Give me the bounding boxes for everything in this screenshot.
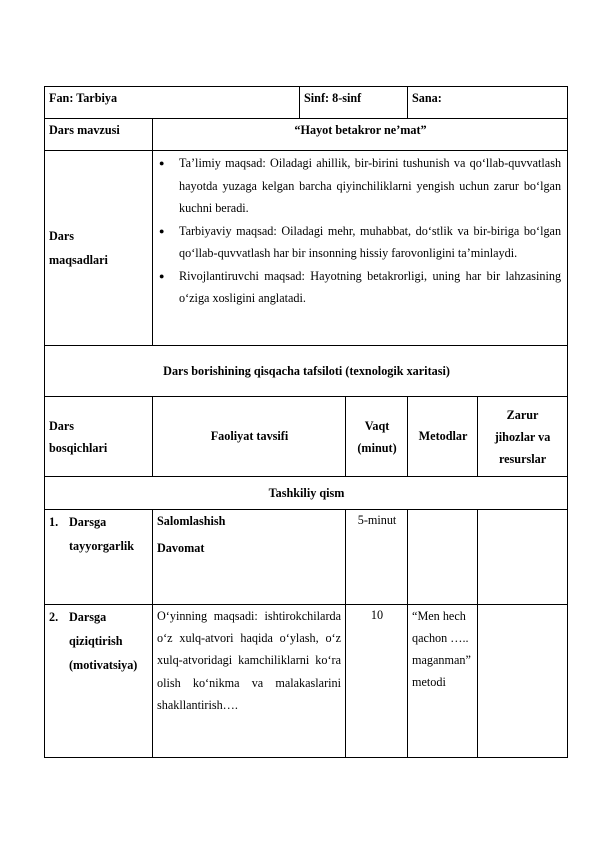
stage-line bbox=[49, 510, 149, 534]
bullet-icon: ● bbox=[159, 158, 165, 168]
stage-name bbox=[45, 510, 153, 605]
stage-methods bbox=[408, 605, 478, 758]
flow-title: Dars borishining qisqacha tafsiloti (texnologik xaritasi) bbox=[45, 346, 568, 397]
topic-label: Dars mavzusi bbox=[45, 119, 153, 151]
goal-item bbox=[157, 220, 561, 265]
stage-number: 1. bbox=[49, 515, 59, 529]
goals-label-line2: maqsadlari bbox=[49, 253, 108, 267]
section-title: Tashkiliy qism bbox=[45, 477, 568, 510]
section-row bbox=[45, 477, 568, 510]
stage-equipment bbox=[478, 510, 568, 605]
stage-name-line2: qiziqtirish bbox=[69, 634, 123, 648]
col-stages-line1: Dars bbox=[49, 418, 75, 433]
stage-number: 2. bbox=[49, 610, 59, 624]
stage-time: 5-minut bbox=[346, 510, 408, 605]
col-equipment-line3: resurslar bbox=[498, 451, 547, 466]
col-stages-line2: bosqichlari bbox=[49, 440, 108, 455]
goals-cell bbox=[153, 151, 568, 346]
header-row bbox=[45, 87, 568, 119]
lesson-plan-table bbox=[44, 86, 568, 758]
grade-cell: Sinf: 8-sinf bbox=[300, 87, 408, 119]
stage-name-line3: (motivatsiya) bbox=[69, 658, 138, 672]
stage-activity-line1: Salomlashish bbox=[157, 514, 226, 528]
date-cell: Sana: bbox=[408, 87, 568, 119]
col-equipment-line1: Zarur bbox=[506, 407, 539, 422]
stage-methods-line1: “Men hech bbox=[412, 609, 466, 623]
goals-label bbox=[45, 151, 153, 346]
bullet-icon: ● bbox=[159, 270, 165, 281]
goal-text: Rivojlantiruvchi maqsad: Hayotning betakrorligi, uning har bir lahzasining o‘ziga xosligini anglatadi. bbox=[179, 268, 562, 305]
table-row bbox=[45, 605, 568, 758]
col-time-line1: Vaqt bbox=[364, 418, 390, 433]
table-row bbox=[45, 510, 568, 605]
goals-list bbox=[157, 152, 561, 310]
subject-cell: Fan: Tarbiya bbox=[45, 87, 300, 119]
stage-name bbox=[45, 605, 153, 758]
stage-name-line1: Darsga bbox=[69, 515, 107, 529]
goal-text: Ta’limiy maqsad: Oiladagi ahillik, bir-birini tushunish va qo‘llab-quvvatlash hayotda yuzaga kelgan barcha qiyinchiliklarni yengish uchun zarur bo‘lgan kuchni beradi. bbox=[179, 156, 562, 215]
col-time-line2: (minut) bbox=[357, 440, 397, 455]
stage-activity: O‘yinning maqsadi: ishtirokchilarda o‘z xulq-atvori haqida o‘ylash, o‘z xulq-atvoridagi kamchiliklarni ko‘ra olish ko‘nikma va malakaslarini shakllantirish…. bbox=[153, 605, 346, 758]
goal-item bbox=[157, 152, 561, 220]
goals-label-line1: Dars bbox=[49, 229, 75, 243]
goal-text: Tarbiyaviy maqsad: Oiladagi mehr, muhabbat, do‘stlik va bir-biriga bo‘lgan qo‘llab-quvvatlash har bir insonning hissiy farovonligini ta’minlaydi. bbox=[179, 223, 562, 260]
stage-name-line2: tayyorgarlik bbox=[69, 539, 134, 553]
stage-line bbox=[49, 605, 149, 629]
stage-time: 10 bbox=[346, 605, 408, 758]
stage-activity-line2: Davomat bbox=[157, 541, 205, 555]
stage-methods bbox=[408, 510, 478, 605]
bullet-icon: ● bbox=[159, 225, 165, 236]
col-methods: Metodlar bbox=[408, 397, 478, 477]
topic-value: “Hayot betakror ne’mat” bbox=[153, 119, 568, 151]
flow-title-row bbox=[45, 346, 568, 397]
columns-row bbox=[45, 397, 568, 477]
col-stages bbox=[45, 397, 153, 477]
col-equipment-line2: jihozlar va bbox=[494, 429, 551, 444]
stage-activity bbox=[153, 510, 346, 605]
stage-equipment bbox=[478, 605, 568, 758]
stage-name-line1: Darsga bbox=[69, 610, 107, 624]
goals-row bbox=[45, 151, 568, 346]
col-equipment bbox=[478, 397, 568, 477]
stage-methods-line3: maganman” bbox=[412, 653, 471, 667]
goal-item bbox=[157, 265, 561, 310]
col-activity: Faoliyat tavsifi bbox=[153, 397, 346, 477]
stage-methods-line2: qachon ….. bbox=[412, 631, 469, 645]
col-time bbox=[346, 397, 408, 477]
stage-methods-line4: metodi bbox=[412, 675, 446, 689]
topic-row bbox=[45, 119, 568, 151]
